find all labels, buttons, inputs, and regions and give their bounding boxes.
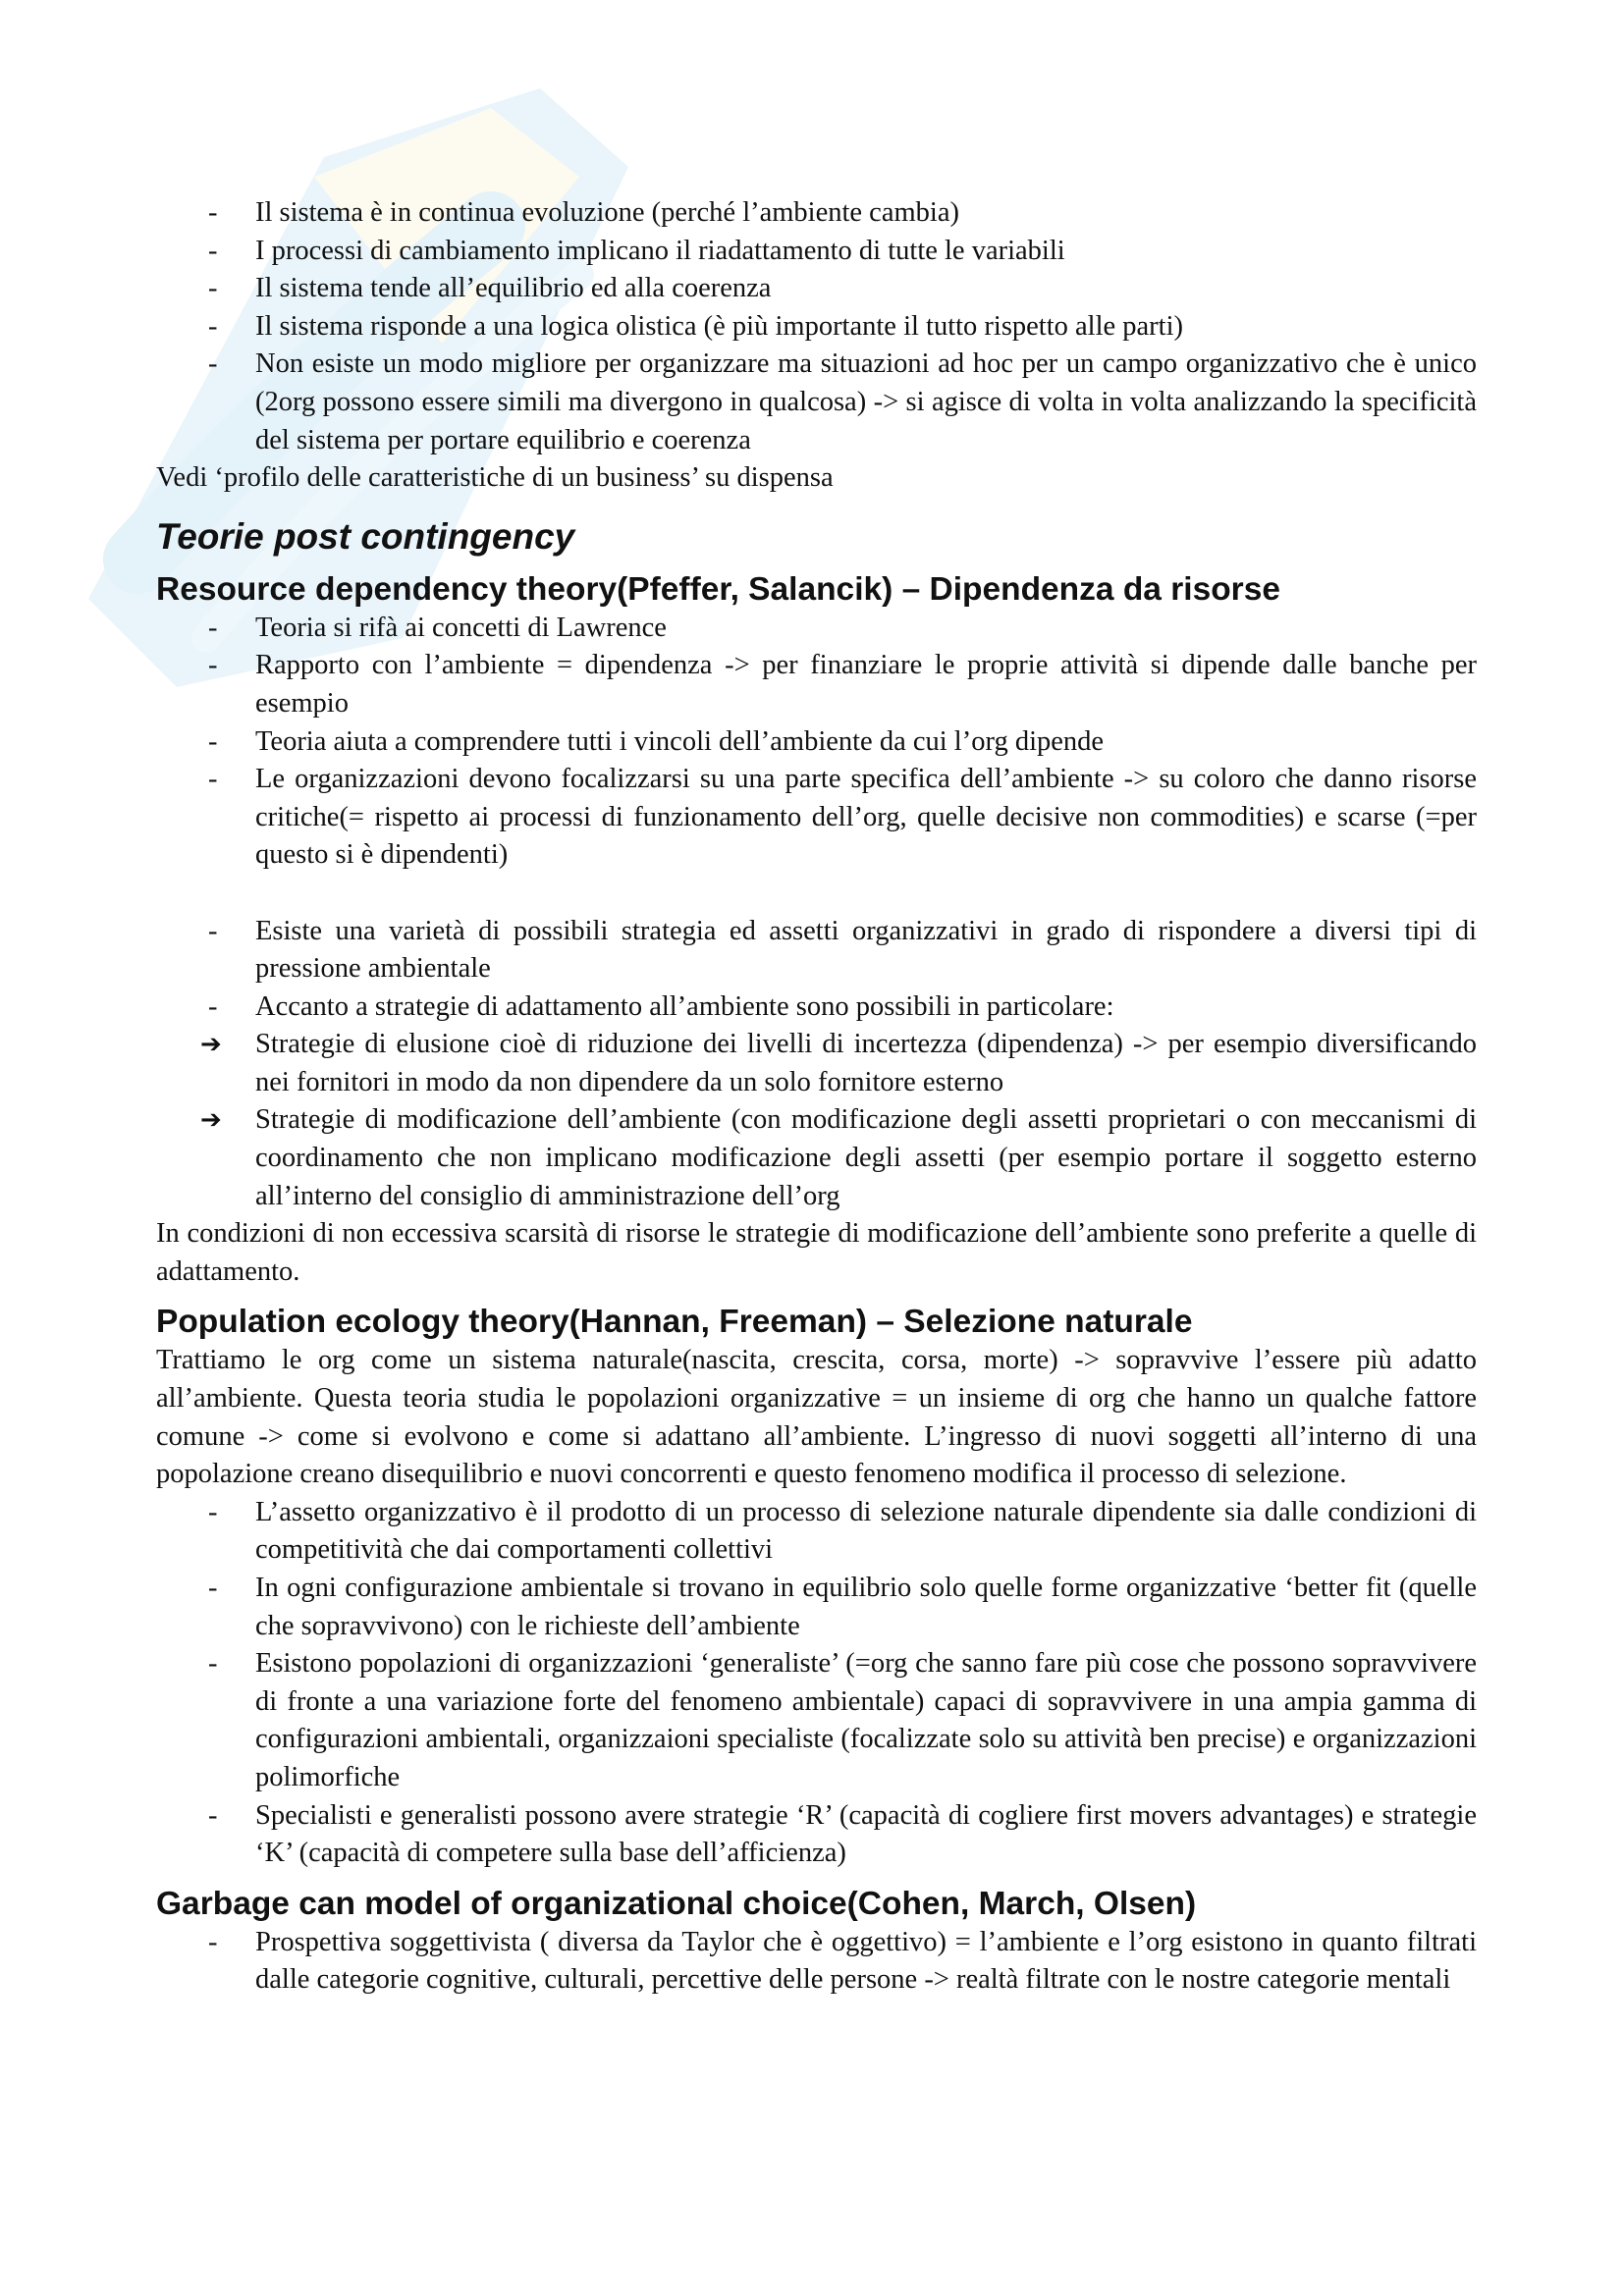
strategy-arrow-list (156, 1026, 1477, 1215)
population-paragraph: Trattiamo le org come un sistema naturale(nascita, crescita, corsa, morte) -> sopravvive l’essere più adatto all’ambiente. Questa teoria studia le popolazioni organizzative = un insieme di org che hanno un qualche fattore comune -> come si evolvono e come si adattano all’ambiente. L’ingresso di nuovi soggetti all’interno di una popolazione creano disequilibrio e nuovi concorrenti e questo fenomeno modifica il processo di selezione. (156, 1345, 1477, 1490)
resource-conclusion: In condizioni di non eccessiva scarsità di risorse le strategie di modificazione dell’ambiente sono preferite a quelle di adattamento. (156, 1218, 1477, 1287)
list-item: - Non esiste un modo migliore per organizzare ma situazioni ad hoc per un campo organizzativo che è unico (2org possono essere simili ma divergono in qualcosa) -> si agisce di volta in volta analizzando la specificità del sistema per portare equilibrio e coerenza (156, 346, 1477, 459)
list-item: - In ogni configurazione ambientale si trovano in equilibrio solo quelle forme organizzative ‘better fit (quelle che sopravvivono) con le richieste dell’ambiente (156, 1570, 1477, 1645)
list-item: - Teoria aiuta a comprendere tutti i vincoli dell’ambiente da cui l’org dipende (156, 723, 1477, 762)
list-item: - I processi di cambiamento implicano il riadattamento di tutte le variabili (156, 233, 1477, 271)
list-item: - Il sistema tende all’equilibrio ed alla coerenza (156, 270, 1477, 308)
list-item: - Il sistema è in continua evoluzione (perché l’ambiente cambia) (156, 194, 1477, 233)
section-title: Teorie post contingency (156, 515, 575, 557)
list-item: - Accanto a strategie di adattamento all’ambiente sono possibili in particolare: (156, 988, 1477, 1027)
list-item: - Il sistema risponde a una logica olistica (è più importante il tutto rispetto alle parti) (156, 308, 1477, 347)
intro-list (156, 194, 1477, 459)
blank-line (156, 875, 1477, 913)
garbage-list (156, 1924, 1477, 2000)
list-item: - L’assetto organizzativo è il prodotto di un processo di selezione naturale dipendente sia dalle condizioni di competitività che dai comportamenti collettivi (156, 1494, 1477, 1570)
list-item: - Rapporto con l’ambiente = dipendenza -> per finanziare le proprie attività si dipende dalle banche per esempio (156, 647, 1477, 722)
list-item: - Specialisti e generalisti possono avere strategie ‘R’ (capacità di cogliere first movers advantages) e strategie ‘K’ (capacità di competere sulla base dell’afficienza) (156, 1797, 1477, 1873)
list-item: - Esistono popolazioni di organizzazioni ‘generaliste’ (=org che sanno fare più cose che possono sopravvivere di fronte a una variazione forte del fenomeno ambientale) capaci di sopravvivere in una ampia gamma di configurazioni ambientali, organizzaioni specialiste (focalizzate solo su attività ben precise) e organizzazioni polimorfiche (156, 1645, 1477, 1796)
resource-list (156, 610, 1477, 875)
list-item: - Prospettiva soggettivista ( diversa da Taylor che è oggettivo) = l’ambiente e l’org esistono in quanto filtrati dalle categorie cognitive, culturali, percettive delle persone -> realtà filtrate con le nostre categorie mentali (156, 1924, 1477, 2000)
population-ecology-heading: Population ecology theory(Hannan, Freeman) – Selezione naturale (156, 1304, 1193, 1341)
intro-note: Vedi ‘profilo delle caratteristiche di un business’ su dispensa (156, 462, 834, 494)
list-item: - Le organizzazioni devono focalizzarsi su una parte specifica dell’ambiente -> su coloro che danno risorse critiche(= rispetto ai processi di funzionamento dell’org, quelle decisive non commodities) e scarse (=per questo si è dipendenti) (156, 761, 1477, 875)
document-page (156, 194, 1477, 2000)
arrow-list-item: ➔ Strategie di modificazione dell’ambiente (con modificazione degli assetti proprietari o con meccanismi di coordinamento che non implicano modificazione degli assetti (per esempio portare il soggetto esterno all’interno del consiglio di amministrazione dell’org (156, 1101, 1477, 1215)
list-item: - Esiste una varietà di possibili strategia ed assetti organizzativi in grado di rispondere a diversi tipi di pressione ambientale (156, 913, 1477, 988)
arrow-list-item: ➔ Strategie di elusione cioè di riduzione dei livelli di incertezza (dipendenza) -> per esempio diversificando nei fornitori in modo da non dipendere da un solo fornitore esterno (156, 1026, 1477, 1101)
list-item: - Teoria si rifà ai concetti di Lawrence (156, 610, 1477, 648)
resource-dependency-heading: Resource dependency theory(Pfeffer, Salancik) – Dipendenza da risorse (156, 570, 1280, 608)
resource-list-2 (156, 913, 1477, 1027)
population-list (156, 1494, 1477, 1873)
garbage-can-heading: Garbage can model of organizational choice(Cohen, March, Olsen) (156, 1885, 1197, 1922)
